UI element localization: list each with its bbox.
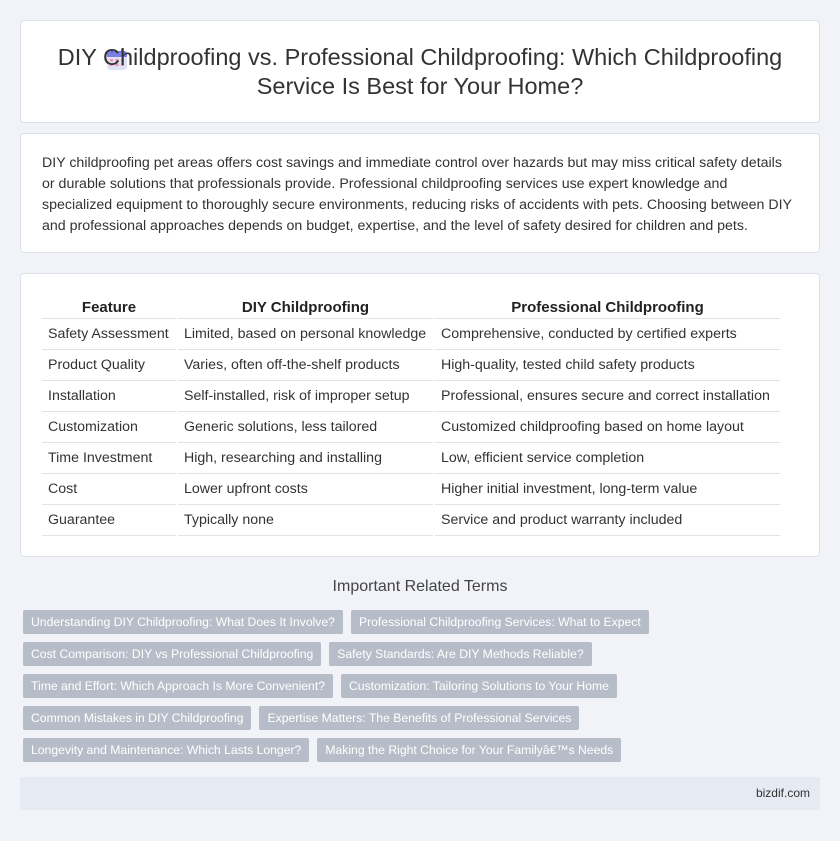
related-tag-customization[interactable]: Customization: Tailoring Solutions to Your Home bbox=[341, 674, 617, 698]
cell-feature: Safety Assessment bbox=[42, 318, 177, 349]
cell-feature: Cost bbox=[42, 473, 177, 504]
cell-professional: Customized childproofing based on home layout bbox=[434, 411, 780, 442]
cell-professional: High-quality, tested child safety products bbox=[434, 349, 780, 380]
related-tag-longevity[interactable]: Longevity and Maintenance: Which Lasts Longer? bbox=[23, 738, 309, 762]
table-row bbox=[42, 318, 780, 349]
related-tag-common-mistakes[interactable]: Common Mistakes in DIY Childproofing bbox=[23, 706, 251, 730]
comparison-card bbox=[20, 273, 820, 557]
cell-diy: Self-installed, risk of improper setup bbox=[177, 380, 434, 411]
cell-diy: High, researching and installing bbox=[177, 442, 434, 473]
footer bbox=[20, 777, 820, 810]
cell-feature: Product Quality bbox=[42, 349, 177, 380]
table-row bbox=[42, 473, 780, 504]
cell-feature: Guarantee bbox=[42, 504, 177, 535]
page-title: DIY Childproofing vs. Professional Childproofing: Which Childproofing Service Is Best for Your Home? bbox=[57, 44, 783, 99]
title-card bbox=[20, 20, 820, 123]
cell-feature: Time Investment bbox=[42, 442, 177, 473]
summary-card bbox=[20, 133, 820, 253]
table-row bbox=[42, 349, 780, 380]
footer-site-link[interactable]: bizdif.com bbox=[755, 786, 810, 800]
table-row bbox=[42, 411, 780, 442]
cell-diy: Varies, often off-the-shelf products bbox=[177, 349, 434, 380]
cell-diy: Lower upfront costs bbox=[177, 473, 434, 504]
header-diy: DIY Childproofing bbox=[177, 292, 434, 318]
table-header-row bbox=[42, 292, 780, 318]
related-tag-professional-services[interactable]: Professional Childproofing Services: What to Expect bbox=[351, 610, 649, 634]
cell-professional: Service and product warranty included bbox=[434, 504, 780, 535]
table-row bbox=[42, 442, 780, 473]
related-terms-list bbox=[23, 610, 783, 762]
cell-diy: Limited, based on personal knowledge bbox=[177, 318, 434, 349]
cell-feature: Installation bbox=[42, 380, 177, 411]
summary-text: DIY childproofing pet areas offers cost savings and immediate control over hazards but may miss critical safety details or durable solutions that professionals provide. Professional childproofing services use expert knowledge and specialized equipment to thoroughly secure environments, reducing risks of accidents with pets. Choosing between DIY and professional approaches depends on budget, expertise, and the level of safety desired for children and pets. bbox=[42, 155, 792, 234]
header-feature: Feature bbox=[42, 292, 177, 318]
cell-professional: Comprehensive, conducted by certified experts bbox=[434, 318, 780, 349]
cell-professional: Higher initial investment, long-term value bbox=[434, 473, 780, 504]
related-tag-safety-standards[interactable]: Safety Standards: Are DIY Methods Reliable? bbox=[329, 642, 591, 666]
table-row bbox=[42, 504, 780, 535]
related-tag-expertise-matters[interactable]: Expertise Matters: The Benefits of Professional Services bbox=[259, 706, 579, 730]
related-tag-cost-comparison[interactable]: Cost Comparison: DIY vs Professional Childproofing bbox=[23, 642, 321, 666]
cell-diy: Generic solutions, less tailored bbox=[177, 411, 434, 442]
comparison-table bbox=[42, 292, 780, 536]
cell-professional: Low, efficient service completion bbox=[434, 442, 780, 473]
related-tag-right-choice[interactable]: Making the Right Choice for Your Familyâ€™s Needs bbox=[317, 738, 621, 762]
cell-professional: Professional, ensures secure and correct installation bbox=[434, 380, 780, 411]
cell-diy: Typically none bbox=[177, 504, 434, 535]
related-tag-understanding-diy[interactable]: Understanding DIY Childproofing: What Does It Involve? bbox=[23, 610, 343, 634]
table-row bbox=[42, 380, 780, 411]
header-professional: Professional Childproofing bbox=[434, 292, 780, 318]
related-tag-time-and-effort[interactable]: Time and Effort: Which Approach Is More Convenient? bbox=[23, 674, 333, 698]
cell-feature: Customization bbox=[42, 411, 177, 442]
related-terms-heading: Important Related Terms bbox=[332, 578, 508, 595]
